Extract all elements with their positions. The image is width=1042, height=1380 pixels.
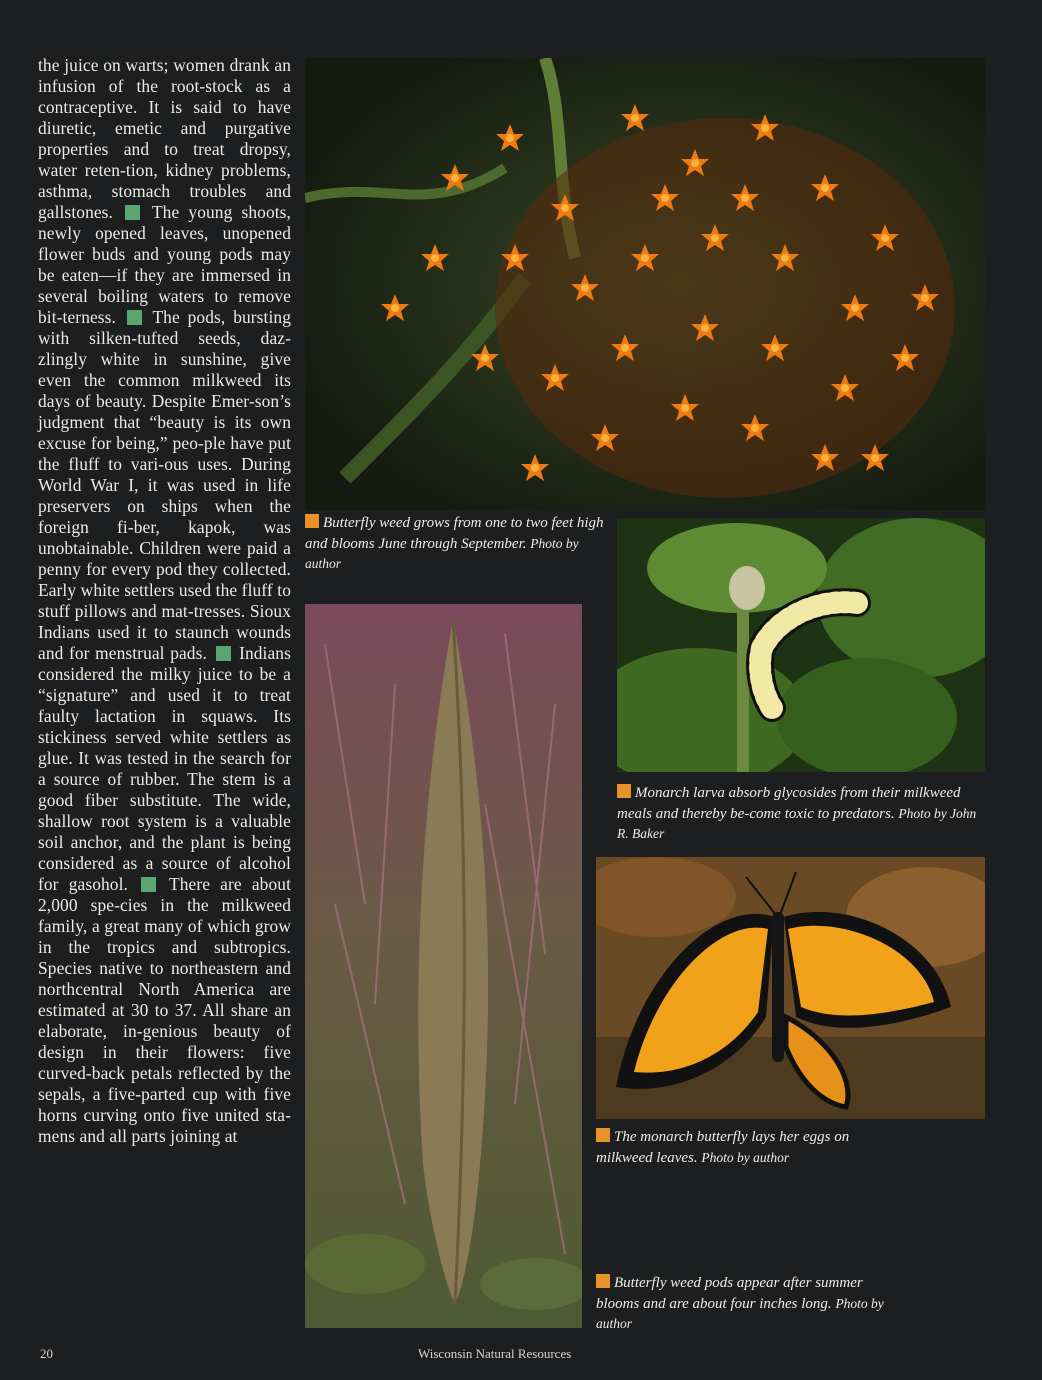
caption-text: Monarch larva absorb glycosides from their milkweed meals and thereby be-come toxic to predators. <box>617 785 961 822</box>
caption-text: Butterfly weed pods appear after summer blooms and are about four inches long. <box>596 1275 863 1312</box>
page-number: 20 <box>40 1346 53 1361</box>
caption-bullet-icon <box>305 514 319 528</box>
paragraph-4: Indians considered the milky juice to be a “signature” and used it to treat faulty lactation in squaws. Its stickiness served white settlers as glue. It was tested in the search for a source of rubber. The stem is a good fiber substitute. The wide, shallow root system is a valuable soil anchor, and the plant is being considered as a source of alcohol for gasohol. <box>38 643 291 894</box>
caption-bullet-icon <box>596 1274 610 1288</box>
photo-credit: Photo by John R. Baker <box>617 805 977 841</box>
section-bullet-icon <box>127 310 142 325</box>
section-bullet-icon <box>216 646 231 661</box>
pods-caption <box>596 1274 886 1335</box>
milkweed-pod-photo <box>305 604 582 1328</box>
paragraph-2: The young shoots, newly opened leaves, unopened flower buds and young pods may be eaten—if they are immersed in several boiling waters to remove bit-terness. <box>38 202 291 327</box>
butterfly-weed-photo <box>305 58 985 510</box>
section-bullet-icon <box>125 205 140 220</box>
paragraph-3: The pods, bursting with silken-tufted seeds, daz-zlingly white in sunshine, give even the common milkweed its days of beauty. Despite Emer-son’s judgment that “beauty is its own excuse for being,” peo-ple have put the fluff to vari-ous uses. During World War I, it was used in life preservers on ships when the foreign fi-ber, kapok, was unobtainable. Children were paid a penny for every pod they collected. Early white settlers used the fluff to stuff pillows and mat-tresses. Sioux Indians used it to staunch wounds and for menstrual pads. <box>38 307 292 663</box>
photo-credit: Photo by author <box>305 535 579 571</box>
paragraph-5: There are about 2,000 spe-cies in the milkweed family, a great many of which grow in the tropics and subtropics. Species native to northeastern and northcentral North America are estimated at 30 to 37. All share an elaborate, in-genious beauty of design in their flowers: five curved-back petals reflected by the sepals, a five-parted cup with five horns curving onto five united sta-mens and all parts joining at <box>38 874 291 1146</box>
article-body-column <box>38 55 291 1147</box>
caption-text: Butterfly weed grows from one to two feet high and blooms June through September. <box>305 515 604 552</box>
caption-bullet-icon <box>617 784 631 798</box>
monarch-butterfly-caption <box>596 1128 896 1168</box>
photo-credit: Photo by author <box>596 1295 884 1331</box>
caption-bullet-icon <box>596 1128 610 1142</box>
photo-credit: Photo by author <box>701 1149 790 1165</box>
monarch-larva-photo <box>617 518 985 772</box>
monarch-butterfly-photo <box>596 857 985 1119</box>
publication-name: Wisconsin Natural Resources <box>418 1346 572 1361</box>
monarch-larva-caption <box>617 784 989 845</box>
paragraph-1: the juice on warts; women drank an infusion of the root-stock as a contraceptive. It is said to have diuretic, emetic and purgative properties and to treat dropsy, water reten-tion, kidney problems, asthma, stomach troubles and gallstones. <box>38 55 291 222</box>
article-text <box>38 55 291 1147</box>
butterfly-weed-caption <box>305 514 605 575</box>
caption-text: The monarch butterfly lays her eggs on milkweed leaves. <box>596 1129 850 1166</box>
section-bullet-icon <box>141 877 156 892</box>
